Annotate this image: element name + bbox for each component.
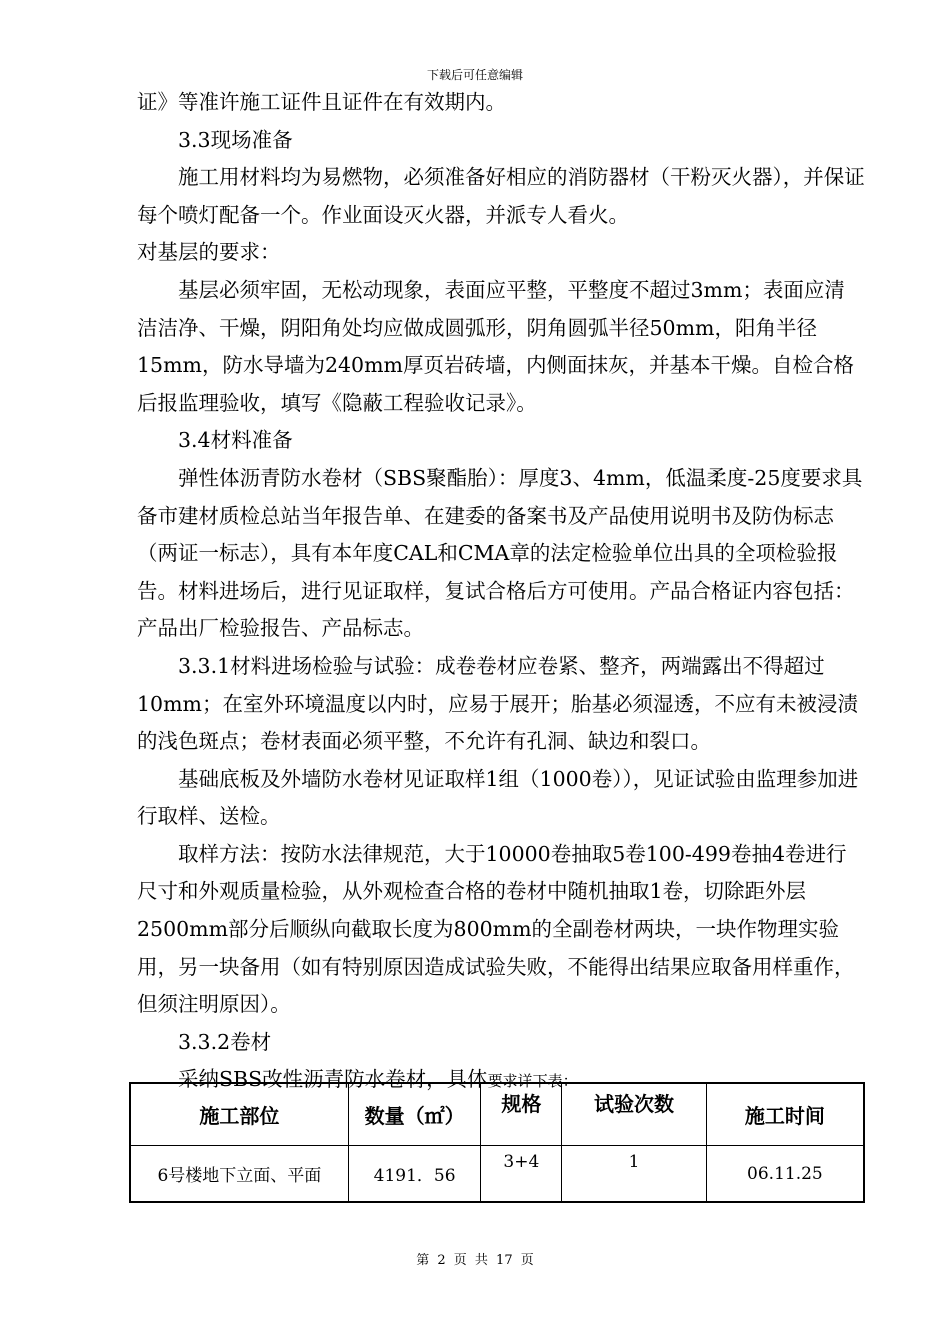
table-cell: 06.11.25 <box>706 1146 864 1203</box>
table-header-cell: 施工部位 <box>130 1083 348 1146</box>
paragraph: 取样方法：按防水法律规范，大于10000卷抽取5卷100-499卷抽4卷进行尺寸和外观质量检验，从外观检查合格的卷材中随机抽取1卷，切除距外层2500mm部分后顺纵向截取长度为800mm的全副卷材两块，一块作物理实验用，另一块备用（如有特别原因造成试验失败，不能得出结果应取备用样重作，但须注明原因）。 <box>137 841 855 1017</box>
section-heading: 3.3现场准备 <box>178 127 293 152</box>
table-header-row <box>130 1083 864 1146</box>
table-header-cell: 规格 <box>481 1083 562 1146</box>
paragraph: 基础底板及外墙防水卷材见证取样1组（1000卷）），见证试验由监理参加进行取样、送检。 <box>137 766 859 829</box>
document-body <box>137 84 865 1101</box>
paragraph: 弹性体沥青防水卷材（SBS聚酯胎）：厚度3、4mm，低温柔度-25度要求具备市建材质检总站当年报告单、在建委的备案书及产品使用说明书及防伪标志（两证一标志），具有本年度CAL和CMA章的法定检验单位出具的全项检验报告。材料进场后，进行见证取样，复试合格后方可使用。产品合格证内容包括：产品出厂检验报告、产品标志。 <box>137 465 863 641</box>
table-cell: 3+4 <box>481 1146 562 1203</box>
section-heading: 3.4材料准备 <box>178 428 293 453</box>
table-cell: 1 <box>562 1146 707 1203</box>
table-row <box>130 1146 864 1203</box>
paragraph: 基层必须牢固，无松动现象，表面应平整，平整度不超过3mm；表面应清洁洁净、干燥，阴阳角处均应做成圆弧形，阴角圆弧半径50mm，阳角半径15mm，防水导墙为240mm厚页岩砖墙，内侧面抹灰，并基本干燥。自检合格后报监理验收，填写《隐蔽工程验收记录》。 <box>137 277 854 415</box>
paragraph: 证》等准许施工证件且证件在有效期内。 <box>137 90 506 114</box>
table-header-cell: 试验次数 <box>562 1083 707 1146</box>
header-note: 下载后可任意编辑 <box>426 68 523 82</box>
table-cell: 4191．56 <box>348 1146 481 1203</box>
page-footer: 第 2 页 共 17 页 <box>416 1253 534 1268</box>
table-header-cell: 施工时间 <box>706 1083 864 1146</box>
paragraph: 对基层的要求： <box>137 240 281 265</box>
table-intro-main: 采纳SBS改性沥青防水卷材，具体 <box>178 1067 488 1092</box>
paragraph: 施工用材料均为易燃物，必须准备好相应的消防器材（干粉灭火器），并保证每个喷灯配备一个。作业面设灭火器，并派专人看火。 <box>137 165 865 227</box>
table-intro-small: 要求详下表： <box>487 1072 578 1091</box>
section-heading: 3.3.2卷材 <box>178 1029 272 1054</box>
spec-table <box>129 1082 865 1203</box>
paragraph: 3.3.1材料进场检验与试验：成卷卷材应卷紧、整齐，两端露出不得超过10mm；在室外环境温度以内时，应易于展开；胎基必须湿透，不应有未被浸渍的浅色斑点；卷材表面必须平整，不允许有孔洞、缺边和裂口。 <box>137 653 858 754</box>
table-cell: 6号楼地下立面、平面 <box>130 1146 348 1203</box>
table-header-cell: 数量（㎡） <box>348 1083 481 1146</box>
